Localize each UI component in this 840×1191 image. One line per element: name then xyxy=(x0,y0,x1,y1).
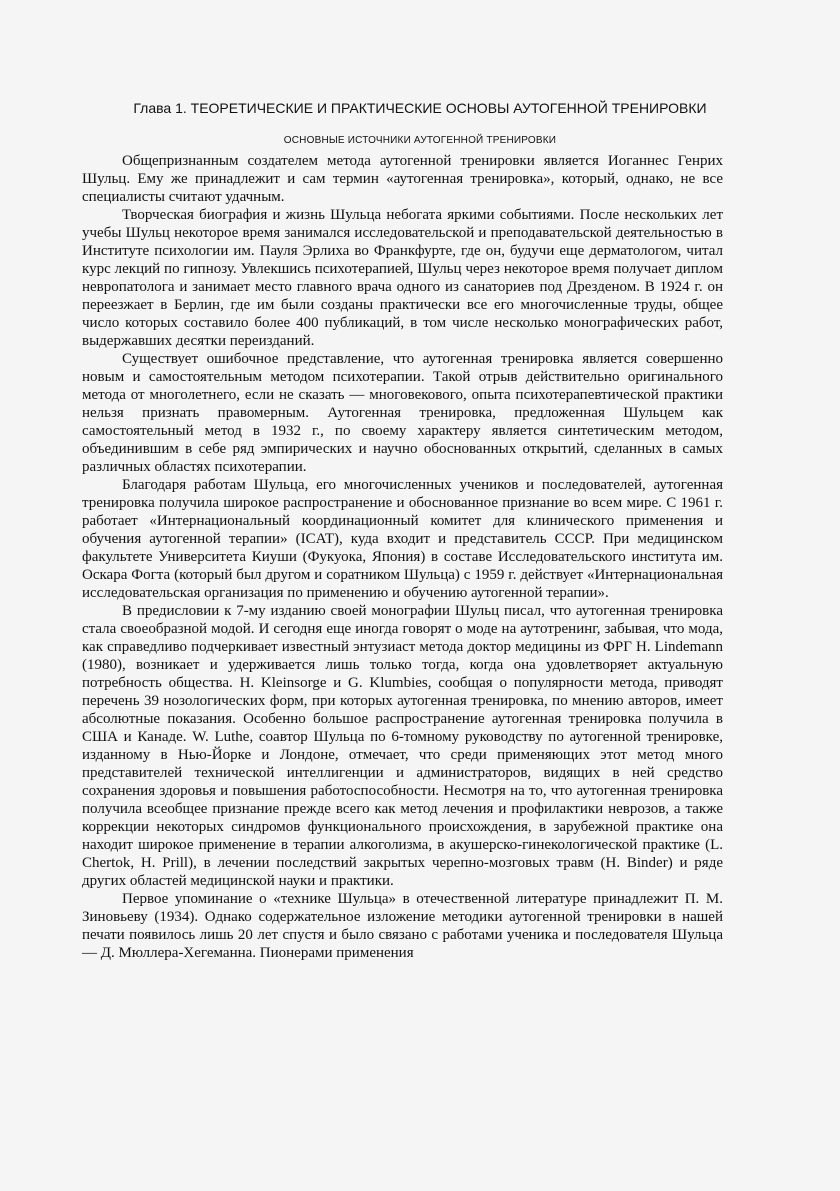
body-text xyxy=(82,152,723,962)
paragraph: Первое упоминание о «технике Шульца» в отечественной литературе принадлежит П. М. Зиновьеву (1934). Однако содержательное изложение методики аутогенной тренировки в нашей печати появилось лишь 20 лет спустя и было связано с работами ученика и последователя Шульца — Д. Мюллера-Хегеманна. Пионерами применения xyxy=(82,891,723,961)
paragraph: В предисловии к 7-му изданию своей монографии Шульц писал, что аутогенная тренировка стала своеобразной модой. И сегодня еще иногда говорят о моде на аутотренинг, забывая, что мода, как справедливо подчеркивает известный энтузиаст метода доктор медицины из ФРГ H. Lindemann (1980), возникает и удерживается лишь только тогда, когда она удовлетворяет актуальную потребность общества. H. Kleinsorge и G. Klumbies, сообщая о популярности метода, приводят перечень 39 нозологических форм, при которых аутогенная тренировка, по мнению авторов, имеет абсолютные показания. Особенно большое распространение аутогенная тренировка получила в США и Канаде. W. Luthe, соавтор Шульца по 6-томному руководству по аутогенной тренировке, изданному в Нью-Йорке и Лондоне, отмечает, что среди применяющих этот метод много представителей технической интеллигенции и администраторов, видящих в ней средство сохранения здоровья и повышения работоспособности. Несмотря на то, что аутогенная тренировка получила всеобщее признание прежде всего как метод лечения и профилактики неврозов, а также коррекции некоторых синдромов функционального происхождения, в зарубежной практике она находит широкое применение в терапии алкоголизма, в акушерско-гинекологической практике (L. Chertok, H. Prill), в лечении последствий закрытых черепно-мозговых травм (H. Binder) и ряде других областей медицинской науки и практики. xyxy=(82,603,723,889)
paragraph: Творческая биография и жизнь Шульца небогата яркими событиями. После нескольких лет учебы Шульц некоторое время занимался исследовательской и преподавательской деятельностью в Институте психологии им. Пауля Эрлиха во Франкфурте, где он, будучи еще дерматологом, читал курс лекций по гипнозу. Увлекшись психотерапией, Шульц через некоторое время получает диплом невропатолога и занимает место главного врача одного из санаториев под Дрезденом. В 1924 г. он переезжает в Берлин, где им были созданы практически все его многочисленные труды, общее число которых составило более 400 публикаций, в том числе несколько монографических работ, выдержавших десятки переизданий. xyxy=(82,207,723,349)
chapter-title: Глава 1. ТЕОРЕТИЧЕСКИЕ И ПРАКТИЧЕСКИЕ ОСНОВЫ АУТОГЕННОЙ ТРЕНИРОВКИ xyxy=(133,100,707,116)
paragraph: Существует ошибочное представление, что аутогенная тренировка является совершенно новым и самостоятельным методом психотерапии. Такой отрыв действительно оригинального метода от многолетнего, если не сказать — многовекового, опыта психотерапевтической практики нельзя признать правомерным. Аутогенная тренировка, предложенная Шульцем как самостоятельный метод в 1932 г., по своему характеру является синтетическим методом, объединившим в себе ряд эмпирических и научно обоснованных открытий, сделанных в самых различных областях психотерапии. xyxy=(82,351,723,475)
section-title: ОСНОВНЫЕ ИСТОЧНИКИ АУТОГЕННОЙ ТРЕНИРОВКИ xyxy=(283,135,557,146)
paragraph: Благодаря работам Шульца, его многочисленных учеников и последователей, аутогенная тренировка получила широкое распространение и обоснованное признание во всем мире. С 1961 г. работает «Интернациональный координационный комитет для клинического применения и обучения аутогенной терапии» (ICAT), куда входит и представитель СССР. При медицинском факультете Университета Киуши (Фукуока, Япония) в составе Исследовательского института им. Оскара Фогта (который был другом и соратником Шульца) с 1959 г. действует «Интернациональная исследовательская организация по применению и обучению аутогенной терапии». xyxy=(82,477,723,601)
paragraph: Общепризнанным создателем метода аутогенной тренировки является Иоганнес Генрих Шульц. Ему же принадлежит и сам термин «аутогенная тренировка», который, однако, не все специалисты считают удачным. xyxy=(82,153,723,205)
